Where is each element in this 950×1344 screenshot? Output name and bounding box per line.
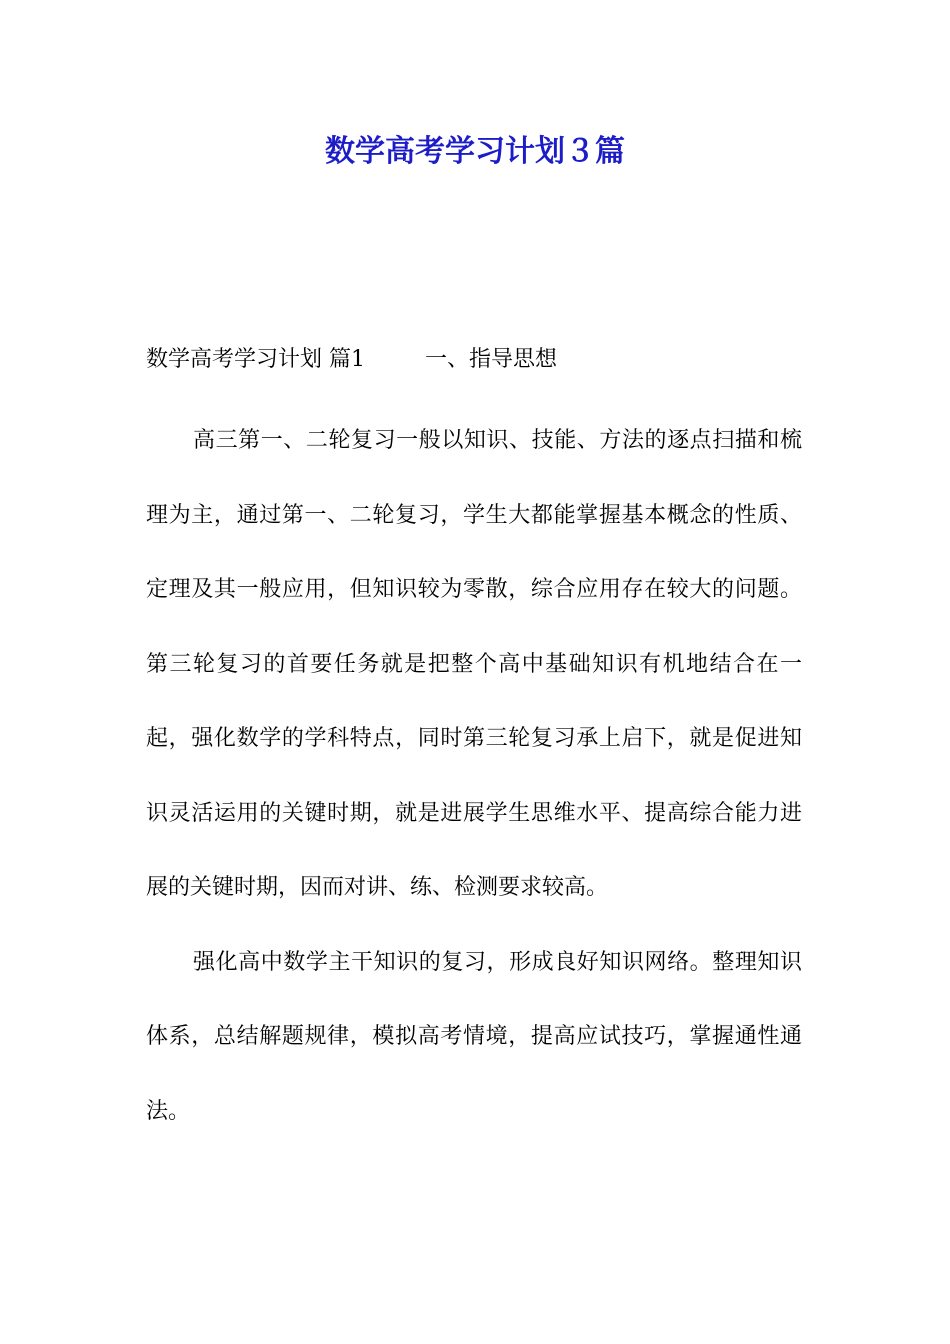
body-paragraph-1: 高三第一、二轮复习一般以知识、技能、方法的逐点扫描和梳理为主，通过第一、二轮复习，学生大都能掌握基本概念的性质、定理及其一般应用，但知识较为零散，综合应用存在较大的问题。第三轮复习的首要任务就是把整个高中基础知识有机地结合在一起，强化数学的学科特点，同时第三轮复习承上启下，就是促进知识灵活运用的关键时期，就是进展学生思维水平、提高综合能力进展的关键时期，因而对讲、练、检测要求较高。 xyxy=(146,428,802,900)
section-heading: 数学高考学习计划 篇1 xyxy=(146,347,365,372)
document-body xyxy=(146,330,802,1149)
document-title: 数学高考学习计划３篇 xyxy=(325,134,625,169)
body-paragraph-2: 强化高中数学主干知识的复习，形成良好知识网络。整理知识体系，总结解题规律，模拟高考情境，提高应试技巧，掌握通性通法。 xyxy=(146,949,802,1124)
subsection-heading: 一、指导思想 xyxy=(425,347,558,372)
section-heading-line xyxy=(146,330,802,390)
